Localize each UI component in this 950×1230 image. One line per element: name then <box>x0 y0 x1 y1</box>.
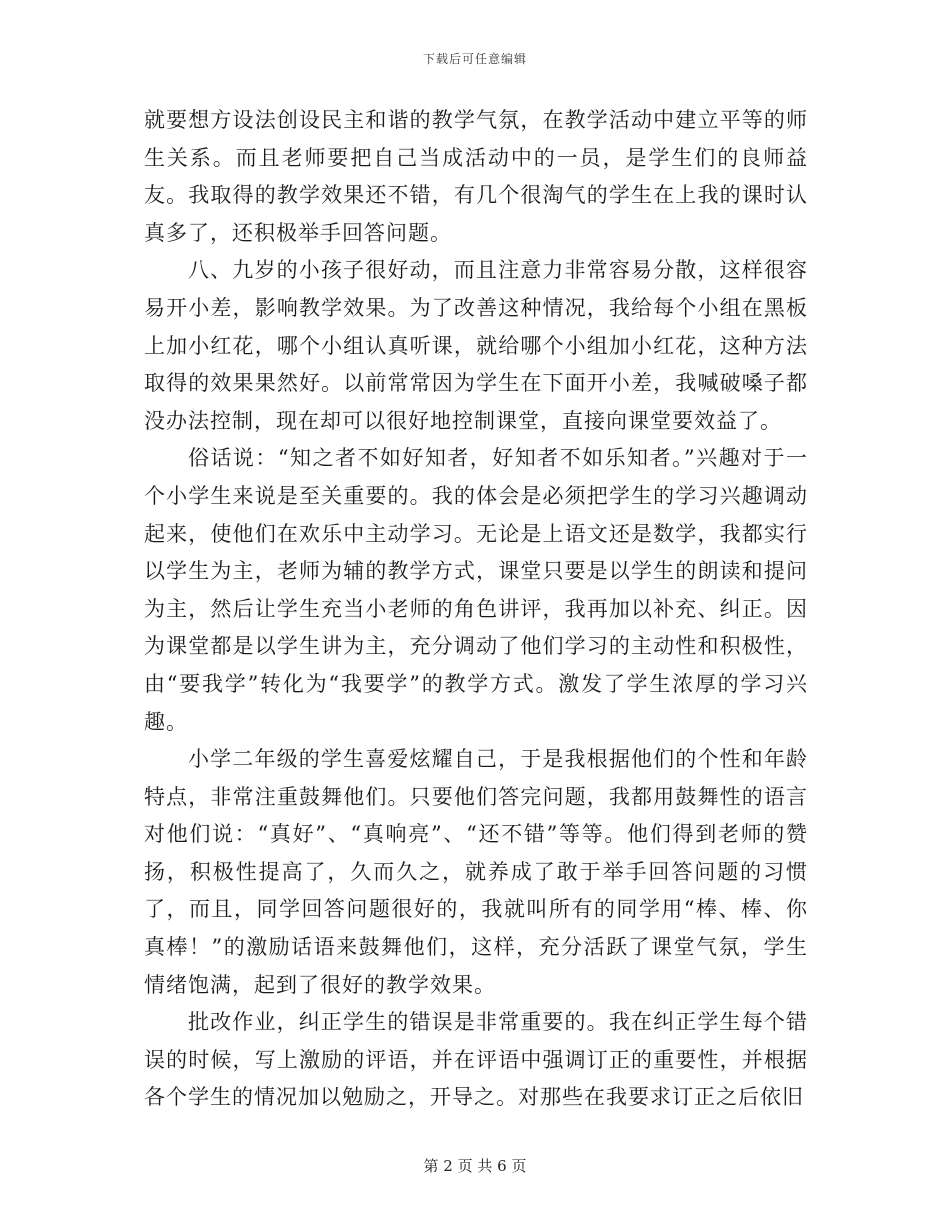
paragraph: 小学二年级的学生喜爱炫耀自己，于是我根据他们的个性和年龄特点，非常注重鼓舞他们。只要他们答完问题，我都用鼓舞性的语言对他们说：“真好”、“真响亮”、“还不错”等等。他们得到老师的赞扬，积极性提高了，久而久之，就养成了敢于举手回答问题的习惯了，而且，同学回答问题很好的，我就叫所有的同学用“棒、棒、你真棒！”的激励话语来鼓舞他们，这样，充分活跃了课堂气氛，学生情绪饱满，起到了很好的教学效果。 <box>144 747 808 997</box>
page-number-footer: 第 2 页 共 6 页 <box>423 1157 527 1175</box>
page-header: 下载后可任意编辑 <box>422 52 527 66</box>
paragraph: 批改作业，纠正学生的错误是非常重要的。我在纠正学生每个错误的时候，写上激励的评语，并在评语中强调订正的重要性，并根据各个学生的情况加以勉励之，开导之。对那些在我要求订正之后依旧 <box>144 1010 808 1110</box>
paragraph: 八、九岁的小孩子很好动，而且注意力非常容易分散，这样很容易开小差，影响教学效果。为了改善这种情况，我给每个小组在黑板上加小红花，哪个小组认真听课，就给哪个小组加小红花，这种方法取得的效果果然好。以前常常因为学生在下面开小差，我喊破嗓子都没办法控制，现在却可以很好地控制课堂，直接向课堂要效益了。 <box>144 258 808 433</box>
document-body <box>144 102 808 1117</box>
paragraph: 俗话说：“知之者不如好知者，好知者不如乐知者。”兴趣对于一个小学生来说是至关重要的。我的体会是必须把学生的学习兴趣调动起来，使他们在欢乐中主动学习。无论是上语文还是数学，我都实行以学生为主，老师为辅的教学方式，课堂只要是以学生的朗读和提问为主，然后让学生充当小老师的角色讲评，我再加以补充、纠正。因为课堂都是以学生讲为主，充分调动了他们学习的主动性和积极性，由“要我学”转化为“我要学”的教学方式。激发了学生浓厚的学习兴趣。 <box>144 446 808 734</box>
paragraph-continued: 就要想方设法创设民主和谐的教学气氛，在教学活动中建立平等的师生关系。而且老师要把自己当成活动中的一员，是学生们的良师益友。我取得的教学效果还不错，有几个很淘气的学生在上我的课时认真多了，还积极举手回答问题。 <box>144 108 808 245</box>
